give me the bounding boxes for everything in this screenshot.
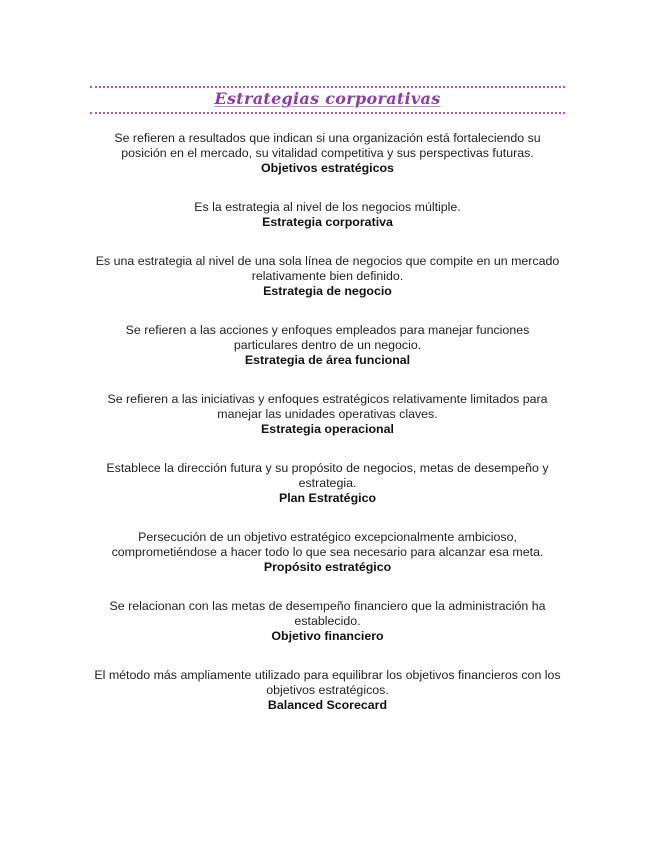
definition-term: Plan Estratégico xyxy=(278,491,377,505)
definition-item xyxy=(92,599,563,644)
definition-description: Se refieren a las iniciativas y enfoques estratégicos relativamente limitados para manejar las unidades operativas claves. xyxy=(107,392,548,421)
definition-term: Estrategia corporativa xyxy=(262,215,393,229)
definition-term: Estrategia de negocio xyxy=(263,284,392,298)
definition-term: Objetivo financiero xyxy=(271,629,384,643)
definition-item xyxy=(92,392,563,437)
definition-item xyxy=(92,530,563,575)
definition-term: Objetivos estratégicos xyxy=(261,161,394,175)
definition-description: El método más ampliamente utilizado para equilibrar los objetivos financieros con los objetivos estratégicos. xyxy=(94,668,561,697)
definition-term: Estrategia operacional xyxy=(261,422,394,436)
definition-description: Establece la dirección futura y su propósito de negocios, metas de desempeño y estrategia. xyxy=(106,461,549,490)
definition-description: Es la estrategia al nivel de los negocios múltiple. xyxy=(194,200,461,214)
definition-item xyxy=(92,461,563,506)
definition-description: Persecución de un objetivo estratégico excepcionalmente ambicioso, comprometiéndose a hacer todo lo que sea necesario para alcanzar esa meta. xyxy=(111,530,544,559)
definition-item xyxy=(92,254,563,299)
definition-item xyxy=(92,323,563,368)
definition-term: Balanced Scorecard xyxy=(267,698,388,712)
definition-item xyxy=(92,668,563,713)
definition-description: Se refieren a las acciones y enfoques empleados para manejar funciones particulares dentro de un negocio. xyxy=(125,323,530,352)
definition-item xyxy=(92,200,563,230)
page-title: Estrategias corporativas xyxy=(214,89,441,108)
definition-description: Es una estrategia al nivel de una sola línea de negocios que compite en un mercado relativamente bien definido. xyxy=(95,254,560,283)
definition-term: Propósito estratégico xyxy=(263,560,392,574)
definition-list xyxy=(92,131,563,737)
definition-item xyxy=(92,131,563,176)
title-banner xyxy=(90,86,565,114)
definition-description: Se relacionan con las metas de desempeño financiero que la administración ha establecido. xyxy=(109,599,546,628)
definition-description: Se refieren a resultados que indican si una organización está fortaleciendo su posición en el mercado, su vitalidad competitiva y sus perspectivas futuras. xyxy=(114,131,541,160)
definition-term: Estrategia de área funcional xyxy=(244,353,411,367)
